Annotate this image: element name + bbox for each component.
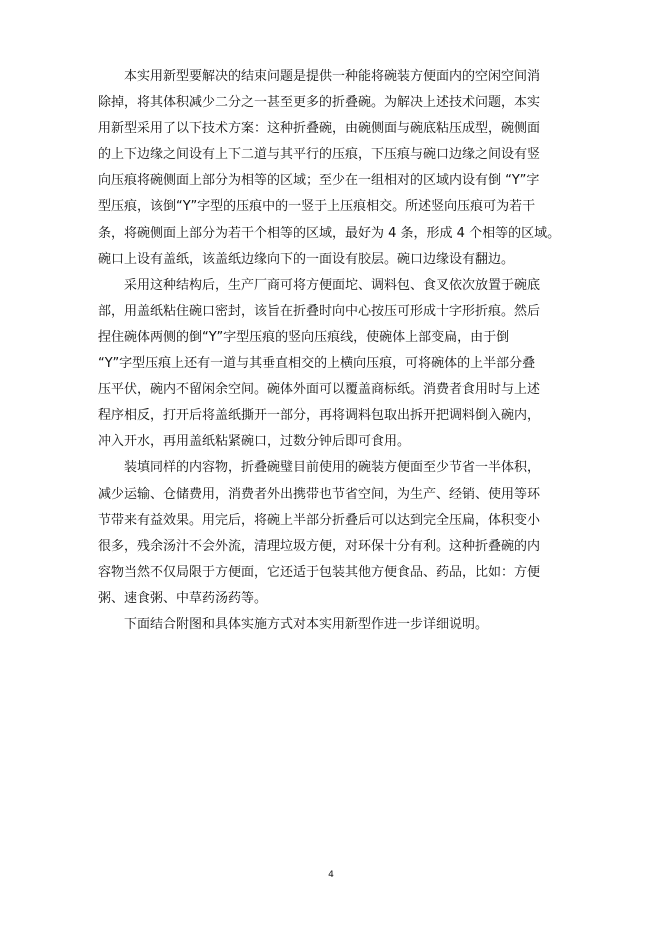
text-line: 碗口上设有盖纸，该盖纸边缘向下的一面设有胶层。碗口边缘设有翻边。 [98,251,515,267]
text-line: 容物当然不仅局限于方便面，它还适于包装其他方便食品、药品，比如：方便 [98,564,541,580]
text-line: 的上下边缘之间设有上下二道与其平行的压痕，下压痕与碗口边缘之间设有竖 [98,147,541,163]
text-line: 节带来有益效果。用完后，将碗上半部分折叠后可以达到完全压扁，体积变小 [98,512,541,528]
text-line: 下面结合附图和具体实施方式对本实用新型作进一步详细说明。 [124,616,489,632]
page-number: 4 [328,870,334,880]
text-line: 冲入开水，再用盖纸粘紧碗口，过数分钟后即可食用。 [98,434,411,450]
text-line: 捏住碗体两侧的倒“Y”字型压痕的竖向压痕线，使碗体上部变扁，由于倒 [98,329,510,345]
text-line: 很多，残余汤汁不会外流，清理垃圾方便，对环保十分有利。这种折叠碗的内 [98,538,541,554]
text-line: 粥、速食粥、中草药汤药等。 [98,590,268,606]
text-line: 减少运输、仓储费用，消费者外出携带也节省空间，为生产、经销、使用等环 [98,486,541,502]
text-line: 向压痕将碗侧面上部分为相等的区域；至少在一组相对的区域内设有倒 “Y”字 [98,173,540,189]
text-line: 采用这种结构后，生产厂商可将方便面坨、调料包、食叉依次放置于碗底 [124,277,541,293]
text-line: 型压痕，该倒“Y”字型的压痕中的一竖于上压痕相交。所述竖向压痕可为若干 [98,199,536,215]
text-line: 部，用盖纸粘住碗口密封，该旨在折叠时向中心按压可形成十字形折痕。然后 [98,303,541,319]
text-line: 除掉，将其体积减少二分之一甚至更多的折叠碗。为解决上述技术问题，本实 [98,95,541,111]
text-line: 本实用新型要解决的结束问题是提供一种能将碗装方便面内的空闲空间消 [124,69,541,84]
text-line: “Y”字型压痕上还有一道与其垂直相交的上横向压痕，可将碗体的上半部分叠 [98,356,536,372]
text-line: 压平伏，碗内不留闲余空间。碗体外面可以覆盖商标纸。消费者食用时与上述 [98,382,541,398]
text-line: 程序相反，打开后将盖纸撕开一部分，再将调料包取出拆开把调料倒入碗内， [98,408,541,424]
text-line: 条，将碗侧面上部分为若干个相等的区域，最好为 4 条，形成 4 个相等的区域。 [98,225,561,241]
body-text [98,64,568,638]
text-line: 装填同样的内容物，折叠碗璧目前使用的碗装方便面至少节省一半体积， [124,460,541,476]
text-line: 用新型采用了以下技术方案：这种折叠碗，由碗侧面与碗底粘压成型，碗侧面 [98,121,541,137]
